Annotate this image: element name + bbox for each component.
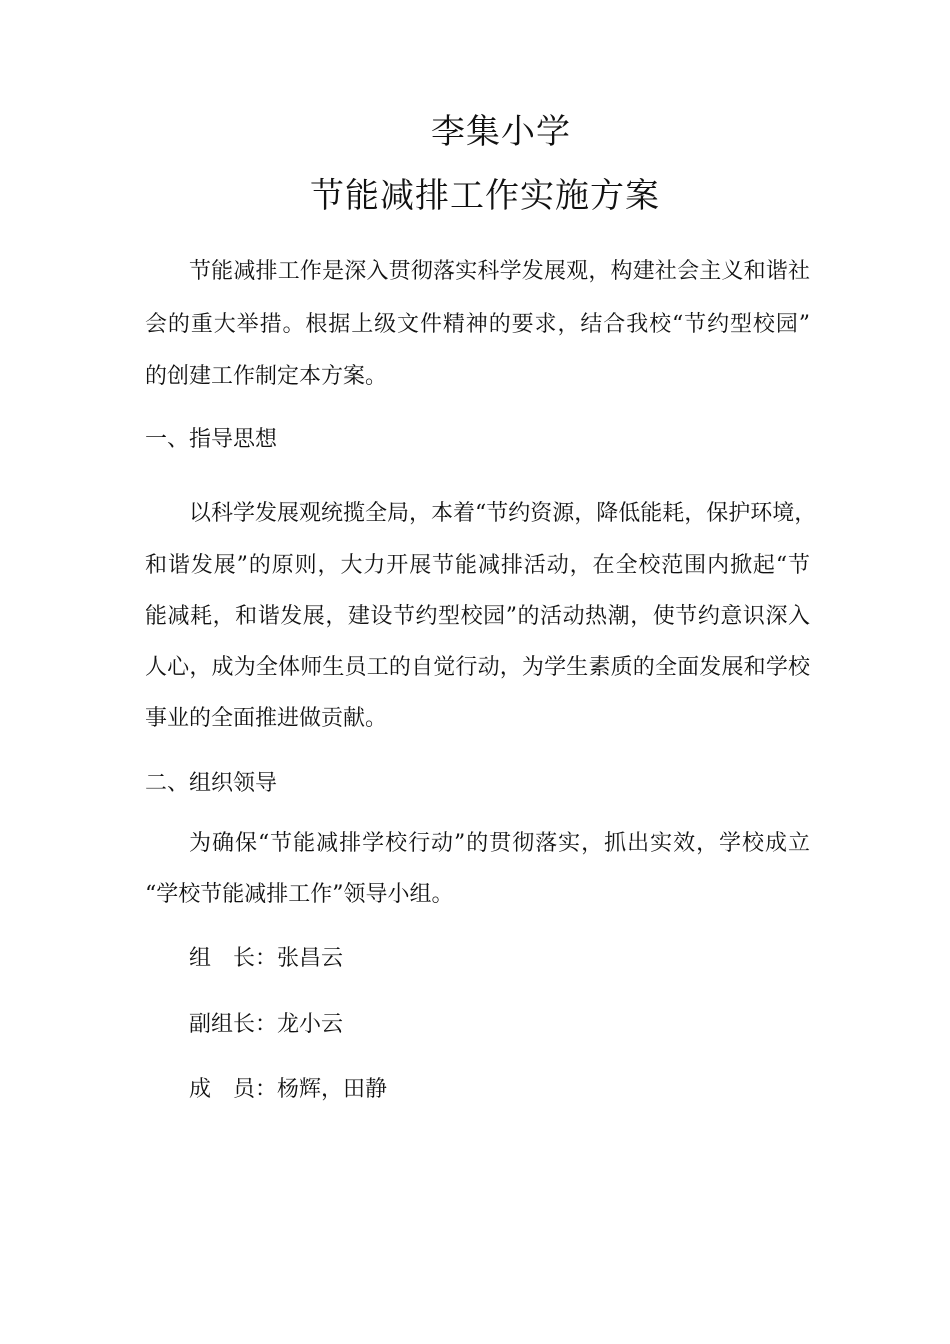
section1-body-line: 以科学发展观统揽全局，本着“节约资源，降低能耗，保护环境， <box>189 501 817 526</box>
intro-line: 会的重大举措。根据上级文件精神的要求，结合我校“节约型校园” <box>145 312 810 337</box>
section-heading-guiding-thought: 一、指导思想 <box>145 427 278 452</box>
section1-body-line: 人心，成为全体师生员工的自觉行动，为学生素质的全面发展和学校 <box>145 655 810 680</box>
section-heading-organization: 二、组织领导 <box>145 771 278 796</box>
school-name-title: 李集小学 <box>431 112 571 152</box>
section2-body-line: “学校节能减排工作”领导小组。 <box>145 882 454 907</box>
intro-line: 节能减排工作是深入贯彻落实科学发展观，构建社会主义和谐社 <box>189 259 810 284</box>
document-title: 节能减排工作实施方案 <box>310 176 660 216</box>
deputy-leader-line: 副组长：龙小云 <box>189 1012 344 1037</box>
section1-body-line: 事业的全面推进做贡献。 <box>145 706 388 731</box>
section1-body-line: 和谐发展”的原则，大力开展节能减排活动，在全校范围内掀起“节 <box>145 553 810 578</box>
leader-line: 组 长：张昌云 <box>189 946 344 971</box>
intro-line: 的创建工作制定本方案。 <box>145 364 388 389</box>
section1-body-line: 能减耗，和谐发展，建设节约型校园”的活动热潮，使节约意识深入 <box>145 604 810 629</box>
members-line: 成 员：杨辉，田静 <box>189 1077 388 1102</box>
section2-body-line: 为确保“节能减排学校行动”的贯彻落实，抓出实效，学校成立 <box>189 831 810 856</box>
